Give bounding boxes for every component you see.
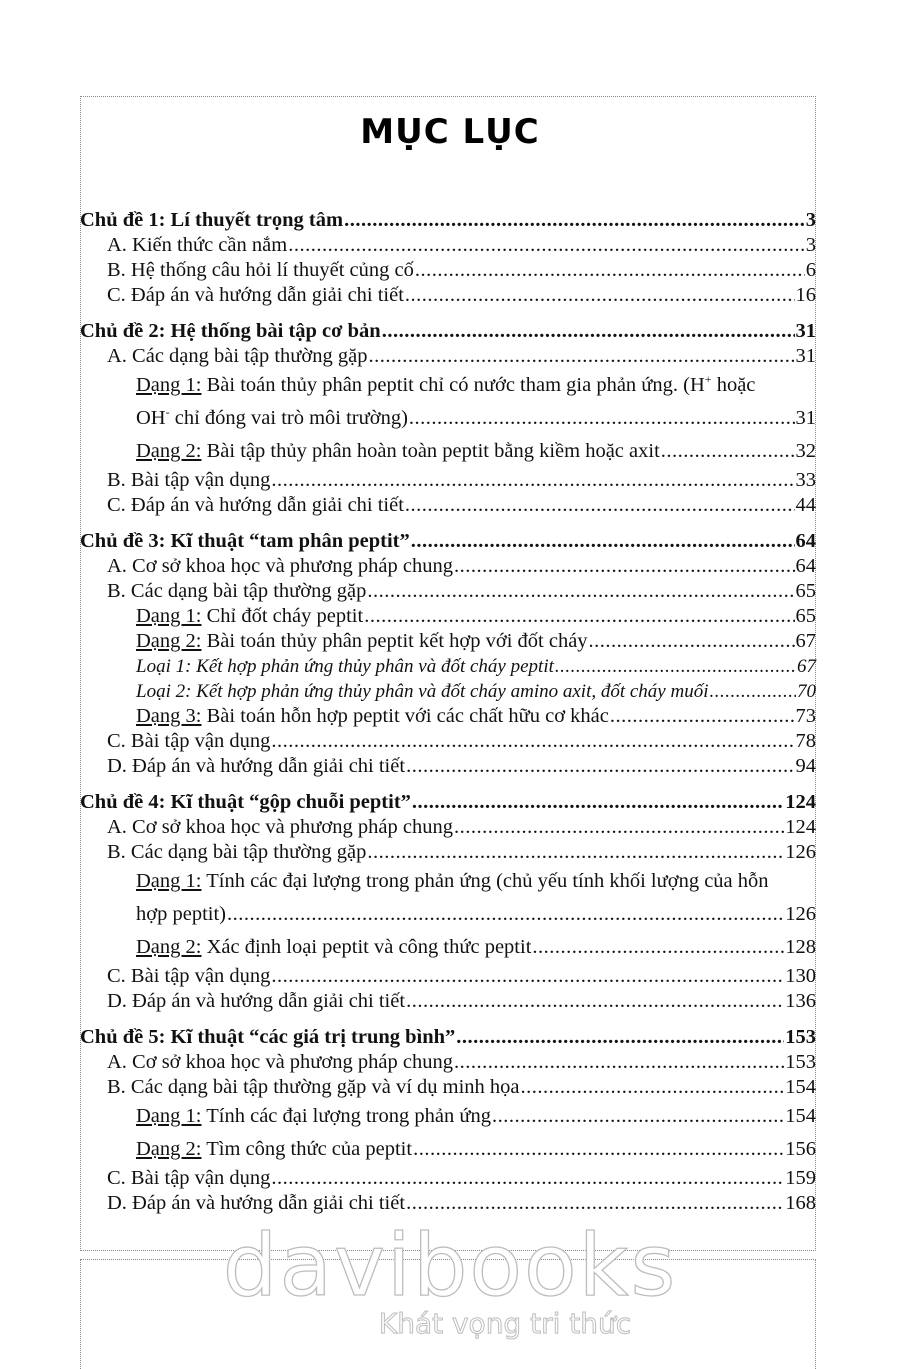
- toc-item[interactable]: C. Bài tập vận dụng ..... 78: [80, 729, 816, 754]
- toc-subitem[interactable]: Dạng 3: Bài toán hỗn hợp peptit với các chất hữu cơ khác ..... 73: [80, 704, 816, 729]
- toc-subitem-continued[interactable]: OH- chỉ đóng vai trò môi trường) ..... 31: [80, 402, 816, 435]
- toc-item[interactable]: A. Các dạng bài tập thường gặp ..... 31: [80, 344, 816, 369]
- toc-item[interactable]: C. Đáp án và hướng dẫn giải chi tiết ..... 16: [80, 283, 816, 308]
- toc-item[interactable]: B. Các dạng bài tập thường gặp ..... 65: [80, 579, 816, 604]
- toc-subitem[interactable]: Dạng 1: Chỉ đốt cháy peptit ..... 65: [80, 604, 816, 629]
- watermark-slogan: Khát vọng tri thức: [378, 1307, 632, 1340]
- toc-item[interactable]: A. Cơ sở khoa học và phương pháp chung ..... 124: [80, 815, 816, 840]
- toc-chapter-5[interactable]: Chủ đề 5: Kĩ thuật “các giá trị trung bình” ..... 153: [80, 1025, 816, 1050]
- toc-item[interactable]: C. Bài tập vận dụng ..... 130: [80, 964, 816, 989]
- toc-subitem[interactable]: Dạng 2: Tìm công thức của peptit ..... 156: [80, 1133, 816, 1166]
- toc-subitem[interactable]: Dạng 1: Tính các đại lượng trong phản ứng ..... 154: [80, 1100, 816, 1133]
- toc-item[interactable]: A. Cơ sở khoa học và phương pháp chung ..... 64: [80, 554, 816, 579]
- toc-subitem[interactable]: Dạng 1: Tính các đại lượng trong phản ứng (chủ yếu tính khối lượng của hỗn: [136, 870, 769, 892]
- toc-item[interactable]: A. Cơ sở khoa học và phương pháp chung ..... 153: [80, 1050, 816, 1075]
- toc-subitem[interactable]: Dạng 2: Bài toán thủy phân peptit kết hợp với đốt cháy ..... 67: [80, 629, 816, 654]
- toc-item[interactable]: D. Đáp án và hướng dẫn giải chi tiết ..... 136: [80, 989, 816, 1014]
- toc-chapter-3[interactable]: Chủ đề 3: Kĩ thuật “tam phân peptit” ..... 64: [80, 529, 816, 554]
- toc-item[interactable]: B. Bài tập vận dụng ..... 33: [80, 468, 816, 493]
- toc-subitem-continued[interactable]: hợp peptit) ..... 126: [80, 898, 816, 931]
- watermark-logo: davibooks: [222, 1216, 678, 1316]
- toc-subsubitem[interactable]: Loại 2: Kết hợp phản ứng thủy phân và đốt cháy amino axit, đốt cháy muối ..... 70: [80, 679, 816, 704]
- toc-item[interactable]: B. Các dạng bài tập thường gặp ..... 126: [80, 840, 816, 865]
- toc-item[interactable]: C. Đáp án và hướng dẫn giải chi tiết ..... 44: [80, 493, 816, 518]
- toc-subitem[interactable]: Dạng 2: Bài tập thủy phân hoàn toàn peptit bằng kiềm hoặc axit ..... 32: [80, 435, 816, 468]
- toc-chapter-2[interactable]: Chủ đề 2: Hệ thống bài tập cơ bản ..... 31: [80, 319, 816, 344]
- toc-subitem[interactable]: Dạng 2: Xác định loại peptit và công thức peptit ..... 128: [80, 931, 816, 964]
- toc-item[interactable]: C. Bài tập vận dụng ..... 159: [80, 1166, 816, 1191]
- toc-subitem[interactable]: Dạng 1: Bài toán thủy phân peptit chỉ có nước tham gia phản ứng. (H+ hoặc: [136, 372, 756, 396]
- toc-chapter-1[interactable]: Chủ đề 1: Lí thuyết trọng tâm ..... 3: [80, 208, 816, 233]
- toc-item[interactable]: A. Kiến thức cần nắm ..... 3: [80, 233, 816, 258]
- toc-item[interactable]: B. Hệ thống câu hỏi lí thuyết củng cố ..... 6: [80, 258, 816, 283]
- toc-item[interactable]: B. Các dạng bài tập thường gặp và ví dụ minh họa ..... 154: [80, 1075, 816, 1100]
- toc-chapter-4[interactable]: Chủ đề 4: Kĩ thuật “gộp chuỗi peptit” ..... 124: [80, 790, 816, 815]
- toc-item[interactable]: D. Đáp án và hướng dẫn giải chi tiết ..... 168: [80, 1191, 816, 1216]
- table-of-contents: [80, 208, 816, 1216]
- toc-item[interactable]: D. Đáp án và hướng dẫn giải chi tiết ..... 94: [80, 754, 816, 779]
- page-title: MỤC LỤC: [360, 112, 540, 152]
- toc-subsubitem[interactable]: Loại 1: Kết hợp phản ứng thủy phân và đốt cháy peptit ..... 67: [80, 654, 816, 679]
